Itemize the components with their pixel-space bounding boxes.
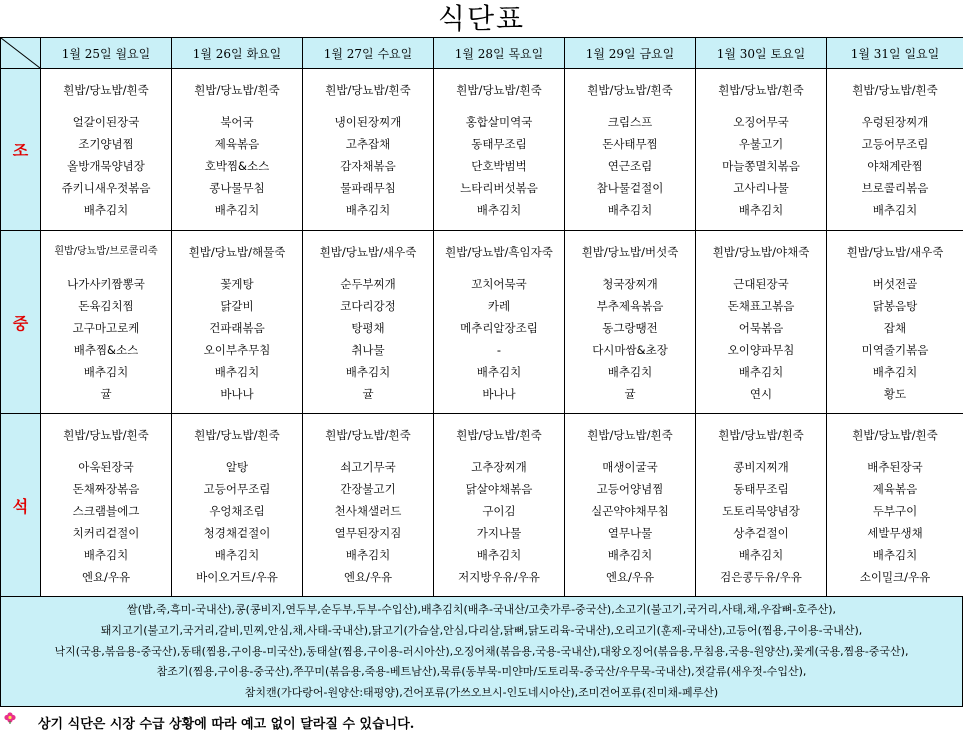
menu-cell: [172, 414, 303, 598]
menu-cell: [41, 231, 172, 414]
menu-item: 배추김치: [476, 203, 522, 217]
menu-item: 야채계란찜: [867, 159, 923, 173]
rice-porridge-item: 흰밥/당뇨밥/흰죽: [852, 83, 938, 97]
origin-line: 쌀(밥,죽,흑미-국내산),콩(콩비지,연두부,순두부,두부-수입산),배추김치(배추-국내산/고춧가루-중국산),소고기(불고기,국거리,사태,채,우잡뼈-호주산),: [126, 603, 837, 616]
menu-item: 귤: [624, 387, 636, 401]
menu-cell: [434, 231, 565, 414]
day-header: 1월 26일 화요일: [172, 38, 303, 69]
menu-item: 배추김치: [872, 365, 918, 379]
menu-item: 황도: [883, 387, 907, 401]
menu-item: 코다리강정: [340, 299, 396, 313]
menu-item: 두부구이: [872, 504, 918, 518]
menu-item: 순두부찌개: [340, 277, 396, 291]
menu-item: 배추김치: [872, 203, 918, 217]
menu-item: 돈사태무찜: [602, 137, 658, 151]
menu-item: 도토리묵양념장: [722, 504, 800, 518]
meal-label: 중: [1, 231, 41, 414]
menu-item: 느타리버섯볶음: [460, 181, 538, 195]
menu-item: 다시마쌈&초장: [592, 343, 668, 357]
menu-item: 우엉채조림: [209, 504, 265, 518]
menu-item: 동태무조림: [733, 482, 789, 496]
menu-item: 물파래무침: [340, 181, 396, 195]
menu-item: 배추김치: [738, 203, 784, 217]
menu-cell: [41, 414, 172, 598]
menu-item: 부추제육볶음: [596, 299, 664, 313]
menu-item: 콩비지찌개: [733, 460, 789, 474]
menu-cell: [565, 414, 696, 598]
menu-item: 제육볶음: [872, 482, 918, 496]
menu-item: 오징어무국: [733, 115, 789, 129]
menu-item: 배추김치: [345, 203, 391, 217]
meal-row-breakfast: [1, 69, 963, 231]
menu-item: 올방개묵양념장: [67, 159, 145, 173]
menu-item: 바이오거트/우유: [196, 570, 278, 584]
menu-item: 배추김치: [214, 365, 260, 379]
rice-porridge-item: 흰밥/당뇨밥/흰죽: [587, 428, 673, 442]
menu-item: 건파래볶음: [209, 321, 265, 335]
menu-item: 구이김: [482, 504, 516, 518]
menu-item: 닭봉음탕: [872, 299, 918, 313]
menu-item: 세발무생채: [867, 526, 923, 540]
menu-item: 돈채짜장볶음: [72, 482, 140, 496]
rice-porridge-item: 흰밥/당뇨밥/흰죽: [63, 428, 149, 442]
rice-porridge-item: 흰밥/당뇨밥/흰죽: [587, 83, 673, 97]
menu-item: 배추김치: [83, 548, 129, 562]
menu-cell: [565, 69, 696, 231]
meal-label: 석: [1, 414, 41, 598]
menu-cell: [303, 414, 434, 598]
menu-item: 브로콜리볶음: [861, 181, 929, 195]
menu-item: 고추잡채: [345, 137, 391, 151]
menu-item: 엔요/우유: [343, 570, 393, 584]
menu-item: 스크램블에그: [72, 504, 140, 518]
day-header: 1월 29일 금요일: [565, 38, 696, 69]
menu-item: 꽃게탕: [220, 277, 254, 291]
menu-item: 열무된장지짐: [334, 526, 402, 540]
menu-item: 아욱된장국: [78, 460, 134, 474]
menu-item: 배추김치: [607, 203, 653, 217]
rice-porridge-item: 흰밥/당뇨밥/흰죽: [456, 83, 542, 97]
menu-cell: [434, 414, 565, 598]
menu-item: 배추김치: [476, 365, 522, 379]
menu-item: 배추김치: [607, 548, 653, 562]
origin-line: 돼지고기(불고기,국거리,갈비,민찌,안심,채,사태-국내산),닭고기(가슴살,안심,다리살,닭뼈,닭도리육-국내산),오리고기(훈제-국내산),고등어(찜용,구이용-국내산),: [100, 623, 863, 637]
menu-item: 알탕: [225, 460, 249, 474]
day-header: 1월 31일 일요일: [827, 38, 963, 69]
menu-item: 카레: [487, 299, 511, 313]
menu-item: 귤: [100, 387, 112, 401]
menu-cell: [696, 414, 827, 598]
menu-item: 고등어양념찜: [596, 482, 664, 496]
menu-item: 고사리나물: [733, 181, 789, 195]
menu-item: 동그랑땡전: [602, 321, 658, 335]
day-header: 1월 27일 수요일: [303, 38, 434, 69]
notice: [0, 710, 963, 735]
menu-cell: [303, 231, 434, 414]
meal-table: [0, 37, 963, 598]
rice-porridge-item: 흰밥/당뇨밥/새우죽: [846, 245, 944, 259]
menu-item: 바나나: [482, 387, 516, 401]
menu-item: 실곤약야채무침: [591, 504, 669, 518]
menu-item: 버섯전골: [872, 277, 918, 291]
menu-item: 고등어무조림: [861, 137, 929, 151]
origin-info-box: [0, 596, 963, 707]
rice-porridge-item: 흰밥/당뇨밥/흰죽: [325, 83, 411, 97]
menu-item: 배추김치: [345, 548, 391, 562]
menu-item: 콩나물무침: [209, 181, 265, 195]
menu-item: 고구마고로케: [72, 321, 140, 335]
menu-item: 배추김치: [607, 365, 653, 379]
menu-item: 배추김치: [738, 365, 784, 379]
rice-porridge-item: 흰밥/당뇨밥/흰죽: [718, 428, 804, 442]
rice-porridge-item: 흰밥/당뇨밥/흰죽: [63, 83, 149, 97]
menu-item: 배추김치: [872, 548, 918, 562]
corner-cell: [1, 38, 41, 69]
menu-item: 매생이굴국: [602, 460, 658, 474]
day-header: 1월 25일 월요일: [41, 38, 172, 69]
flower-icon: [4, 712, 16, 724]
menu-item: 호박찜&소스: [204, 159, 270, 173]
menu-item: 북어국: [220, 115, 254, 129]
menu-item: 고등어무조림: [203, 482, 271, 496]
rice-porridge-item: 흰밥/당뇨밥/흰죽: [456, 428, 542, 442]
menu-item: 제육볶음: [214, 137, 260, 151]
menu-item: 고추장찌개: [471, 460, 527, 474]
origin-line: 참치캔(가다랑어-원양산:태평양),건어포류(가쓰오브시-인도네시아산),조미건어포류(진미채-페루산): [244, 686, 719, 700]
menu-item: 연근조림: [607, 159, 653, 173]
menu-item: 단호박범벅: [471, 159, 527, 173]
menu-item: 우렁된장찌개: [861, 115, 929, 129]
menu-item: 동태무조림: [471, 137, 527, 151]
menu-item: 돈채표고볶음: [727, 299, 795, 313]
menu-cell: [565, 231, 696, 414]
rice-porridge-item: 흰밥/당뇨밥/브로콜리죽: [54, 246, 158, 257]
page-title: 식단표: [437, 2, 526, 35]
menu-item: 오이양파무침: [727, 343, 795, 357]
menu-item: 배추김치: [738, 548, 784, 562]
menu-item: 청국장찌개: [602, 277, 658, 291]
menu-item: 감자채볶음: [340, 159, 396, 173]
menu-cell: [303, 69, 434, 231]
menu-item: 배추김치: [214, 548, 260, 562]
menu-item: 얼갈이된장국: [72, 115, 140, 129]
menu-item: 배추김치: [476, 548, 522, 562]
menu-item: 엔요/우유: [81, 570, 131, 584]
rice-porridge-item: 흰밥/당뇨밥/야채죽: [712, 245, 810, 259]
menu-item: 간장불고기: [340, 482, 396, 496]
menu-cell: [172, 69, 303, 231]
meal-label: 조: [1, 69, 41, 231]
menu-item: 꼬치어묵국: [471, 277, 527, 291]
menu-item: 청경채겉절이: [203, 526, 271, 540]
menu-item: 배추김치: [83, 365, 129, 379]
menu-cell: [827, 231, 963, 414]
menu-item: 미역줄기볶음: [861, 343, 929, 357]
menu-item: 쇠고기무국: [340, 460, 396, 474]
rice-porridge-item: 흰밥/당뇨밥/버섯죽: [581, 245, 679, 259]
rice-porridge-item: 흰밥/당뇨밥/해물죽: [188, 245, 286, 259]
menu-item: 닭갈비: [220, 299, 254, 313]
menu-item: 저지방우유/우유: [458, 570, 540, 584]
notice-text: 상기 식단은 시장 수급 상황에 따라 예고 없이 달라질 수 있습니다.: [38, 717, 415, 732]
menu-item: 엔요/우유: [605, 570, 655, 584]
rice-porridge-item: 흰밥/당뇨밥/새우죽: [319, 245, 417, 259]
day-header: 1월 28일 목요일: [434, 38, 565, 69]
menu-item: 바나나: [220, 387, 254, 401]
header-row: [1, 38, 963, 69]
menu-item: 오이부추무침: [203, 343, 271, 357]
menu-item: 배추김치: [345, 365, 391, 379]
menu-item: 배추된장국: [867, 460, 923, 474]
menu-cell: [41, 69, 172, 231]
meal-row-dinner: [1, 414, 963, 598]
menu-item: 참나물겉절이: [596, 181, 664, 195]
menu-item: 닭살야채볶음: [465, 482, 533, 496]
menu-item: 냉이된장찌개: [334, 115, 402, 129]
menu-item: 돈육김치찜: [78, 299, 134, 313]
menu-item: 탕평채: [351, 321, 385, 335]
menu-item: 잡채: [883, 321, 907, 335]
day-header: 1월 30일 토요일: [696, 38, 827, 69]
rice-porridge-item: 흰밥/당뇨밥/흑임자죽: [445, 245, 553, 259]
menu-item: 크림스프: [607, 115, 653, 129]
menu-item: -: [496, 343, 502, 357]
menu-item: 조기양념찜: [78, 137, 134, 151]
menu-item: 홍합살미역국: [465, 115, 533, 129]
rice-porridge-item: 흰밥/당뇨밥/흰죽: [325, 428, 411, 442]
menu-cell: [827, 69, 963, 231]
menu-item: 마늘쫑멸치볶음: [722, 159, 800, 173]
menu-item: 어묵볶음: [738, 321, 784, 335]
menu-item: 검은콩두유/우유: [720, 570, 802, 584]
menu-item: 귤: [362, 387, 374, 401]
menu-item: 소이밀크/우유: [859, 570, 931, 584]
menu-item: 취나물: [351, 343, 385, 357]
menu-item: 쥬키니새우젓볶음: [61, 181, 151, 195]
origin-line: 낙지(국용,볶음용-중국산),동태(찜용,구이용-미국산),동태살(찜용,구이용-러시아산),오징어채(볶음용,국용-국내산),대왕오징어(볶음용,무침용,국용-원양산),꽃게(국용,찜용-중국산),: [54, 644, 909, 658]
rice-porridge-item: 흰밥/당뇨밥/흰죽: [718, 83, 804, 97]
menu-cell: [696, 69, 827, 231]
menu-item: 상추겉절이: [733, 526, 789, 540]
menu-item: 치커리겉절이: [72, 526, 140, 540]
menu-item: 열무나물: [607, 526, 653, 540]
meal-row-lunch: [1, 231, 963, 414]
menu-cell: [827, 414, 963, 598]
menu-item: 천사채샐러드: [334, 504, 402, 518]
menu-cell: [434, 69, 565, 231]
menu-cell: [696, 231, 827, 414]
menu-item: 연시: [749, 387, 773, 401]
menu-item: 배추김치: [214, 203, 260, 217]
menu-item: 나가사키짬뽕국: [67, 277, 145, 291]
menu-item: 메추리알장조림: [460, 321, 538, 335]
menu-item: 우불고기: [738, 137, 784, 151]
menu-item: 배추김치: [83, 203, 129, 217]
rice-porridge-item: 흰밥/당뇨밥/흰죽: [194, 428, 280, 442]
origin-line: 참조기(찜용,구이용-중국산),쭈꾸미(볶음용,죽용-베트남산),묵류(동부묵-미얀마/도토리묵-중국산/우무묵-국내산),젓갈류(새우젓-수입산),: [156, 665, 807, 679]
menu-item: 가지나물: [476, 526, 522, 540]
menu-item: 근대된장국: [733, 277, 789, 291]
menu-item: 배추찜&소스: [73, 343, 139, 357]
rice-porridge-item: 흰밥/당뇨밥/흰죽: [194, 83, 280, 97]
rice-porridge-item: 흰밥/당뇨밥/흰죽: [852, 428, 938, 442]
menu-cell: [172, 231, 303, 414]
